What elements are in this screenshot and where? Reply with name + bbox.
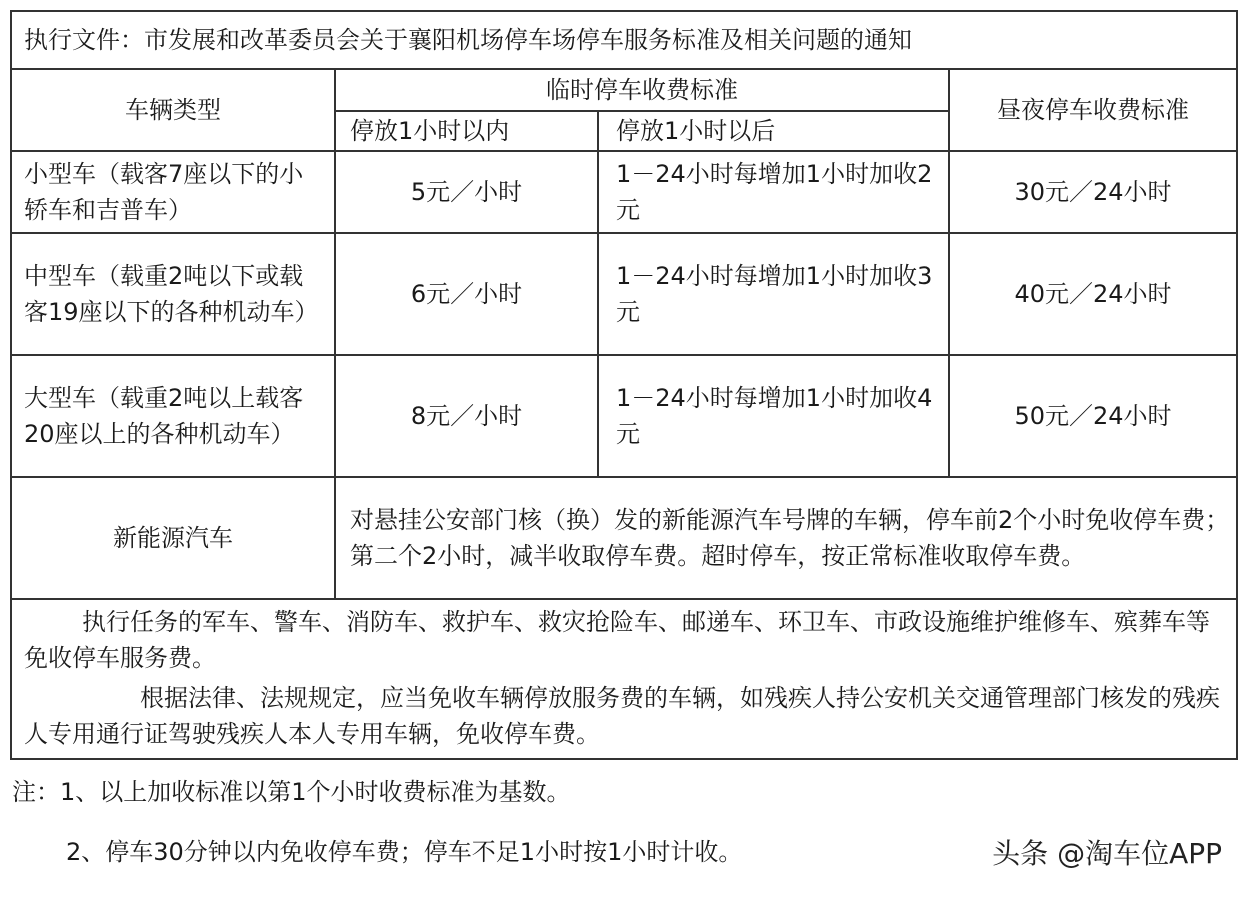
header-within-1h: 停放1小时以内 xyxy=(350,117,510,145)
fee-daily-small: 30元／24小时 xyxy=(1014,178,1172,206)
fee-daily-large: 50元／24小时 xyxy=(1014,402,1172,430)
fee-after-large: 1－24小时每增加1小时加收4元 xyxy=(616,384,933,448)
source-watermark: 头条 @淘车位APP xyxy=(992,837,1222,870)
fee-after-small: 1－24小时每增加1小时加收2元 xyxy=(616,160,933,224)
header-day-night: 昼夜停车收费标准 xyxy=(997,96,1189,124)
document-title xyxy=(24,12,1224,68)
ev-label: 新能源汽车 xyxy=(113,524,233,552)
fee-within-small: 5元／小时 xyxy=(410,178,523,206)
fee-table xyxy=(10,10,1238,760)
header-temp-group: 临时停车收费标准 xyxy=(546,76,738,104)
title-text: 执行文件：市发展和改革委员会关于襄阳机场停车场停车服务标准及相关问题的通知 xyxy=(24,26,912,54)
row-divider xyxy=(12,598,1236,600)
header-vehicle-type: 车辆类型 xyxy=(125,96,221,124)
fee-daily-medium: 40元／24小时 xyxy=(1014,280,1172,308)
column-divider xyxy=(597,110,599,476)
ev-policy: 对悬挂公安部门核（换）发的新能源汽车号牌的车辆，停车前2个小时免收停车费；第二个2小时，减半收取停车费。超时停车，按正常标准收取停车费。 xyxy=(350,506,1230,570)
vehicle-type-small: 小型车（载客7座以下的小轿车和吉普车） xyxy=(24,160,304,224)
header-after-1h: 停放1小时以后 xyxy=(616,117,776,145)
exemption-paragraph-2: 根据法律、法规规定，应当免收车辆停放服务费的车辆，如残疾人持公安机关交通管理部门核发的残疾人专用通行证驾驶残疾人本人专用车辆，免收停车费。 xyxy=(24,684,1220,748)
fee-after-medium: 1－24小时每增加1小时加收3元 xyxy=(616,262,933,326)
fee-within-medium: 6元／小时 xyxy=(410,280,523,308)
vehicle-type-medium: 中型车（载重2吨以下或载客19座以下的各种机动车） xyxy=(24,262,319,326)
note-1: 注：1、以上加收标准以第1个小时收费标准为基数。 xyxy=(12,778,571,806)
fee-within-large: 8元／小时 xyxy=(410,402,523,430)
note-2: 2、停车30分钟以内免收停车费；停车不足1小时按1小时计收。 xyxy=(66,838,743,866)
vehicle-type-large: 大型车（载重2吨以上载客20座以上的各种机动车） xyxy=(24,384,304,448)
exemption-paragraph-1: 执行任务的军车、警车、消防车、救护车、救灾抢险车、邮递车、环卫车、市政设施维护维修车、殡葬车等免收停车服务费。 xyxy=(24,608,1210,672)
